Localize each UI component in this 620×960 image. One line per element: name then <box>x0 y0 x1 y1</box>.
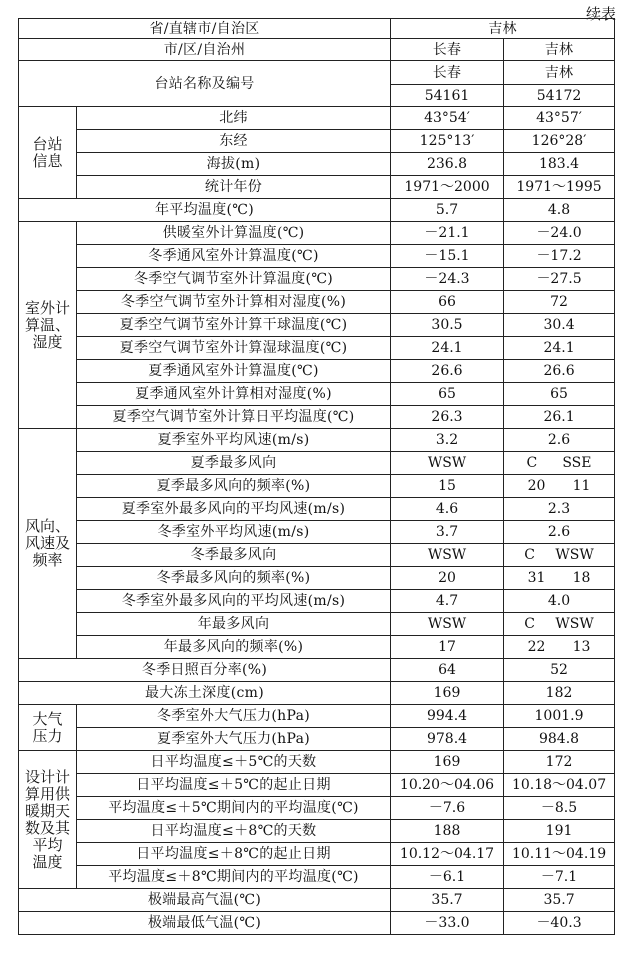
cell-value: 26.6 <box>504 360 615 383</box>
cell-value: －40.3 <box>504 912 615 935</box>
table-row <box>19 843 615 866</box>
row-label: 海拔(m) <box>77 153 391 176</box>
cell-value: 26.6 <box>391 360 504 383</box>
row-label: 夏季通风室外计算相对湿度(%) <box>77 383 391 406</box>
cell-value: 10.11～04.19 <box>504 843 615 866</box>
climate-data-table <box>18 18 615 935</box>
pair-b: 18 <box>572 570 591 586</box>
page-title: 续表 <box>585 5 616 23</box>
row-label: 夏季通风室外计算温度(℃) <box>77 360 391 383</box>
cell-value: WSW <box>391 544 504 567</box>
cell-value: 4.8 <box>504 199 615 222</box>
row-label: 日平均温度≤＋5℃的起止日期 <box>77 774 391 797</box>
cell-value: 3.7 <box>391 521 504 544</box>
table-row <box>19 406 615 429</box>
province-label: 省/直辖市/自治区 <box>19 19 391 39</box>
table-row <box>19 889 615 912</box>
table-row <box>19 912 615 935</box>
station-name: 长春 <box>391 61 504 85</box>
table-row <box>19 636 615 659</box>
cell-value: 66 <box>391 291 504 314</box>
cell-value: 10.12～04.17 <box>391 843 504 866</box>
table-row <box>19 475 615 498</box>
cell-value: 191 <box>504 820 615 843</box>
row-label: 冬季空气调节室外计算温度(℃) <box>77 268 391 291</box>
cell-value: 10.18～04.07 <box>504 774 615 797</box>
cell-value: 236.8 <box>391 153 504 176</box>
pair-a: C <box>524 616 535 632</box>
cell-value: 172 <box>504 751 615 774</box>
pair-b: 11 <box>572 478 591 494</box>
table-row <box>19 498 615 521</box>
table-row <box>19 452 615 475</box>
pair-a: 20 <box>527 478 546 494</box>
table-row <box>19 153 615 176</box>
row-label: 平均温度≤＋5℃期间内的平均温度(℃) <box>77 797 391 820</box>
station-id: 54161 <box>391 85 504 107</box>
table-row <box>19 199 615 222</box>
cell-value: 1001.9 <box>504 705 615 728</box>
cell-value: 182 <box>504 682 615 705</box>
table-row <box>19 268 615 291</box>
group-outdoor-calc: 室外计 算温、 湿度 <box>19 222 77 429</box>
cell-value: WSW <box>391 613 504 636</box>
table-row <box>19 107 615 130</box>
cell-value: 26.1 <box>504 406 615 429</box>
row-label: 年最多风向的频率(%) <box>77 636 391 659</box>
cell-value: 2.6 <box>504 521 615 544</box>
cell-value: 17 <box>391 636 504 659</box>
row-label: 冬季室外大气压力(hPa) <box>77 705 391 728</box>
row-label: 夏季空气调节室外计算湿球温度(℃) <box>77 337 391 360</box>
row-label: 最大冻土深度(cm) <box>19 682 391 705</box>
row-label: 日平均温度≤＋8℃的起止日期 <box>77 843 391 866</box>
table-row <box>19 222 615 245</box>
cell-value: 10.20～04.06 <box>391 774 504 797</box>
table-row <box>19 176 615 199</box>
row-label: 夏季室外最多风向的平均风速(m/s) <box>77 498 391 521</box>
cell-value-pair <box>504 452 615 475</box>
cell-value: －27.5 <box>504 268 615 291</box>
pair-a: 22 <box>527 639 546 655</box>
table-row <box>19 866 615 889</box>
city-name: 长春 <box>391 39 504 61</box>
pair-b: WSW <box>555 547 594 563</box>
row-label: 夏季室外大气压力(hPa) <box>77 728 391 751</box>
row-label: 年最多风向 <box>77 613 391 636</box>
city-name: 吉林 <box>504 39 615 61</box>
cell-value: 5.7 <box>391 199 504 222</box>
table-row <box>19 567 615 590</box>
table-row <box>19 774 615 797</box>
table-row <box>19 544 615 567</box>
cell-value-pair <box>504 636 615 659</box>
row-label: 冬季通风室外计算温度(℃) <box>77 245 391 268</box>
row-label: 统计年份 <box>77 176 391 199</box>
row-label: 夏季最多风向的频率(%) <box>77 475 391 498</box>
table-row <box>19 360 615 383</box>
cell-value: 2.6 <box>504 429 615 452</box>
cell-value: 65 <box>504 383 615 406</box>
row-label: 冬季最多风向的频率(%) <box>77 567 391 590</box>
cell-value: －6.1 <box>391 866 504 889</box>
cell-value: WSW <box>391 452 504 475</box>
cell-value: 169 <box>391 751 504 774</box>
table-row <box>19 659 615 682</box>
cell-value-pair <box>504 544 615 567</box>
row-label: 冬季日照百分率(%) <box>19 659 391 682</box>
row-label: 冬季室外平均风速(m/s) <box>77 521 391 544</box>
row-label: 夏季最多风向 <box>77 452 391 475</box>
cell-value: 169 <box>391 682 504 705</box>
cell-value: 35.7 <box>391 889 504 912</box>
table-row <box>19 682 615 705</box>
table-row <box>19 429 615 452</box>
cell-value: －33.0 <box>391 912 504 935</box>
group-pressure: 大气 压力 <box>19 705 77 751</box>
row-label: 极端最高气温(℃) <box>19 889 391 912</box>
group-wind: 风向、 风速及 频率 <box>19 429 77 659</box>
table-row <box>19 39 615 61</box>
cell-value: 978.4 <box>391 728 504 751</box>
cell-value: 35.7 <box>504 889 615 912</box>
cell-value: －21.1 <box>391 222 504 245</box>
cell-value: 4.6 <box>391 498 504 521</box>
cell-value: 24.1 <box>391 337 504 360</box>
row-label: 极端最低气温(℃) <box>19 912 391 935</box>
row-label: 冬季室外最多风向的平均风速(m/s) <box>77 590 391 613</box>
cell-value: －7.1 <box>504 866 615 889</box>
row-label: 夏季室外平均风速(m/s) <box>77 429 391 452</box>
cell-value: 3.2 <box>391 429 504 452</box>
cell-value: 984.8 <box>504 728 615 751</box>
pair-a: C <box>526 455 538 471</box>
row-label: 日平均温度≤＋8℃的天数 <box>77 820 391 843</box>
cell-value: 183.4 <box>504 153 615 176</box>
cell-value: 125°13′ <box>391 130 504 153</box>
cell-value: 994.4 <box>391 705 504 728</box>
table-row <box>19 245 615 268</box>
group-heating: 设计计 算用供 暖期天 数及其 平均 温度 <box>19 751 77 889</box>
table-row <box>19 820 615 843</box>
row-label: 日平均温度≤＋5℃的天数 <box>77 751 391 774</box>
cell-value: －17.2 <box>504 245 615 268</box>
pair-a: 31 <box>527 570 546 586</box>
cell-value: 20 <box>391 567 504 590</box>
cell-value: 43°54′ <box>391 107 504 130</box>
cell-value-pair <box>504 613 615 636</box>
cell-value: 4.7 <box>391 590 504 613</box>
table-row <box>19 291 615 314</box>
pair-b: SSE <box>562 455 592 471</box>
cell-value: 15 <box>391 475 504 498</box>
table-row <box>19 728 615 751</box>
table-row <box>19 314 615 337</box>
cell-value: 72 <box>504 291 615 314</box>
cell-value: －8.5 <box>504 797 615 820</box>
cell-value-pair <box>504 475 615 498</box>
province-value: 吉林 <box>391 19 615 39</box>
cell-value-pair <box>504 567 615 590</box>
cell-value: 4.0 <box>504 590 615 613</box>
cell-value: －24.0 <box>504 222 615 245</box>
cell-value: 24.1 <box>504 337 615 360</box>
cell-value: 43°57′ <box>504 107 615 130</box>
table-row <box>19 590 615 613</box>
cell-value: 126°28′ <box>504 130 615 153</box>
table-row <box>19 797 615 820</box>
row-label: 北纬 <box>77 107 391 130</box>
cell-value: 52 <box>504 659 615 682</box>
table-row <box>19 521 615 544</box>
table-row <box>19 383 615 406</box>
row-label: 夏季空气调节室外计算干球温度(℃) <box>77 314 391 337</box>
cell-value: 65 <box>391 383 504 406</box>
station-name: 吉林 <box>504 61 615 85</box>
station-label: 台站名称及编号 <box>19 61 391 107</box>
row-label: 东经 <box>77 130 391 153</box>
pair-b: WSW <box>555 616 594 632</box>
cell-value: 64 <box>391 659 504 682</box>
cell-value: －7.6 <box>391 797 504 820</box>
city-label: 市/区/自治州 <box>19 39 391 61</box>
row-label: 供暖室外计算温度(℃) <box>77 222 391 245</box>
row-label: 平均温度≤＋8℃期间内的平均温度(℃) <box>77 866 391 889</box>
cell-value: 30.4 <box>504 314 615 337</box>
cell-value: 26.3 <box>391 406 504 429</box>
table-row <box>19 751 615 774</box>
table-row <box>19 19 615 39</box>
row-label: 年平均温度(℃) <box>19 199 391 222</box>
cell-value: －15.1 <box>391 245 504 268</box>
row-label: 冬季最多风向 <box>77 544 391 567</box>
cell-value: 1971～1995 <box>504 176 615 199</box>
cell-value: 30.5 <box>391 314 504 337</box>
group-station-info: 台站 信息 <box>19 107 77 199</box>
pair-b: 13 <box>572 639 591 655</box>
cell-value: 2.3 <box>504 498 615 521</box>
row-label: 夏季空气调节室外计算日平均温度(℃) <box>77 406 391 429</box>
table-row <box>19 337 615 360</box>
row-label: 冬季空气调节室外计算相对湿度(%) <box>77 291 391 314</box>
station-id: 54172 <box>504 85 615 107</box>
cell-value: 1971～2000 <box>391 176 504 199</box>
cell-value: 188 <box>391 820 504 843</box>
table-row <box>19 130 615 153</box>
pair-a: C <box>524 547 535 563</box>
table-row <box>19 705 615 728</box>
table-row <box>19 613 615 636</box>
table-row <box>19 61 615 85</box>
cell-value: －24.3 <box>391 268 504 291</box>
